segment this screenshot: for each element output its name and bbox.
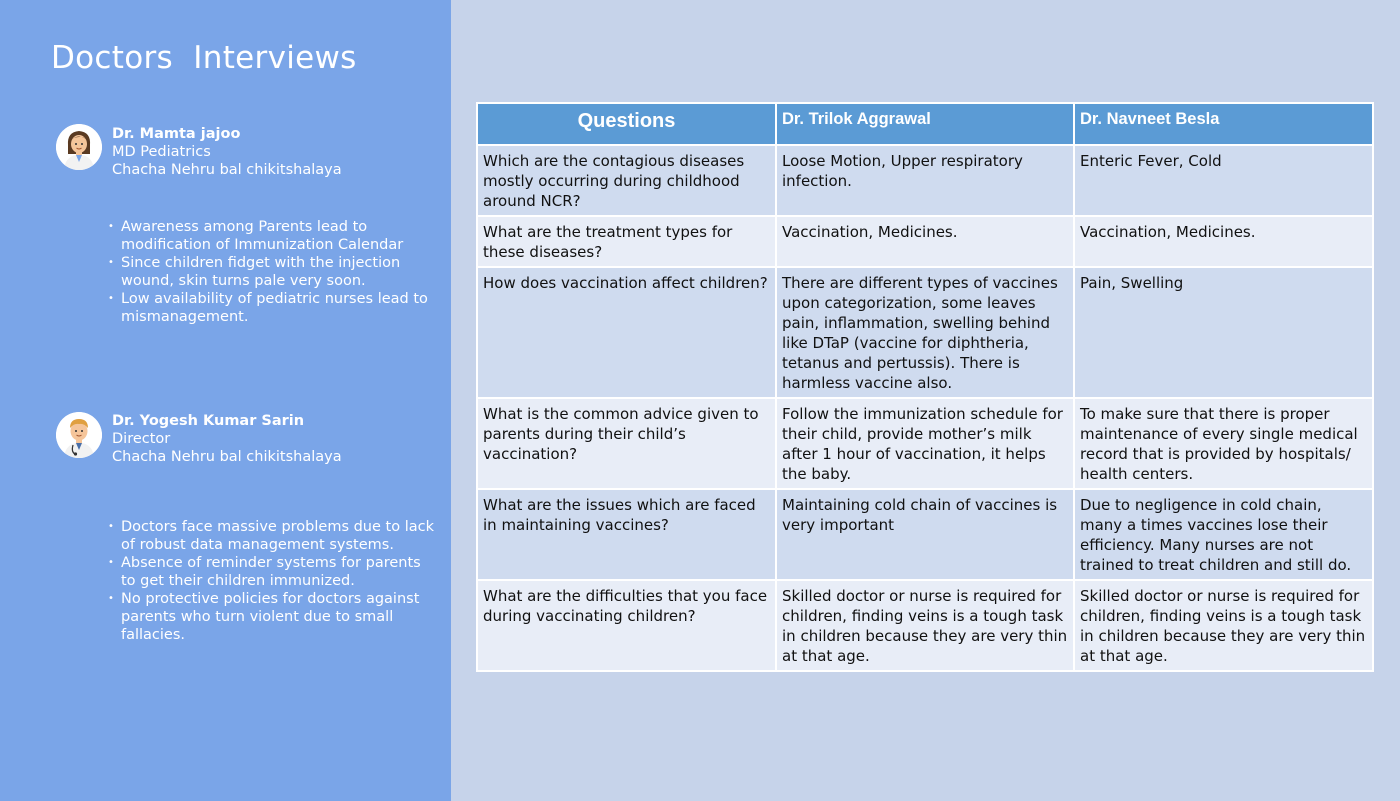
table-cell: To make sure that there is proper maintenance of every single medical record that is provided by hospitals/ health centers. [1074,398,1373,489]
table-cell: Pain, Swelling [1074,267,1373,398]
list-item: • Awareness among Parents lead to modification of Immunization Calendar [109,218,429,254]
table-cell: Loose Motion, Upper respiratory infection. [776,145,1074,216]
table-row [477,216,1373,267]
table-row [477,580,1373,671]
table-row [477,489,1373,580]
table-cell: Vaccination, Medicines. [1074,216,1373,267]
column-header: Dr. Navneet Besla [1074,103,1373,145]
female-doctor-icon [56,124,102,170]
doctor-name: Dr. Yogesh Kumar Sarin [112,413,305,429]
table-header-row [477,103,1373,145]
table-cell: Skilled doctor or nurse is required for children, finding veins is a tough task in children because they are very thin at that age. [776,580,1074,671]
doctor-points [109,218,429,326]
column-header: Questions [477,103,776,145]
list-item: • Since children fidget with the injection wound, skin turns pale very soon. [109,254,429,290]
table-cell: Skilled doctor or nurse is required for children, finding veins is a tough task in children because they are very thin at that age. [1074,580,1373,671]
male-doctor-icon [56,412,102,458]
doctor-role: Director [112,431,171,447]
table-cell: What are the issues which are faced in maintaining vaccines? [477,489,776,580]
list-item: • Absence of reminder systems for parents to get their children immunized. [109,554,439,590]
column-header: Dr. Trilok Aggrawal [776,103,1074,145]
page-title: Doctors Interviews [51,40,357,76]
table-cell: Which are the contagious diseases mostly occurring during childhood around NCR? [477,145,776,216]
table-cell: Maintaining cold chain of vaccines is very important [776,489,1074,580]
table-cell: There are different types of vaccines upon categorization, some leaves pain, inflammation, swelling behind like DTaP (vaccine for diphtheria, tetanus and pertussis). There is harmless vaccine also. [776,267,1074,398]
left-panel [0,0,451,801]
table-row [477,398,1373,489]
table-row [477,145,1373,216]
table-cell: Follow the immunization schedule for their child, provide mother’s milk after 1 hour of vaccination, it helps the baby. [776,398,1074,489]
doctor-points [109,518,439,644]
table-cell: How does vaccination affect children? [477,267,776,398]
table-cell: What are the difficulties that you face during vaccinating children? [477,580,776,671]
table-row [477,267,1373,398]
doctor-org: Chacha Nehru bal chikitshalaya [112,162,342,178]
table-cell: Vaccination, Medicines. [776,216,1074,267]
doctor-role: MD Pediatrics [112,144,211,160]
doctor-name: Dr. Mamta jajoo [112,126,241,142]
table-cell: Enteric Fever, Cold [1074,145,1373,216]
doctor-info [112,412,342,466]
table-cell: What are the treatment types for these diseases? [477,216,776,267]
interview-table [476,102,1372,672]
table-cell: What is the common advice given to parents during their child’s vaccination? [477,398,776,489]
doctor-org: Chacha Nehru bal chikitshalaya [112,449,342,465]
list-item: • Doctors face massive problems due to lack of robust data management systems. [109,518,439,554]
list-item: • Low availability of pediatric nurses lead to mismanagement. [109,290,429,326]
doctor-info [112,125,342,179]
table-cell: Due to negligence in cold chain, many a times vaccines lose their efficiency. Many nurses are not trained to treat children and still do. [1074,489,1373,580]
list-item: • No protective policies for doctors against parents who turn violent due to small fallacies. [109,590,439,644]
